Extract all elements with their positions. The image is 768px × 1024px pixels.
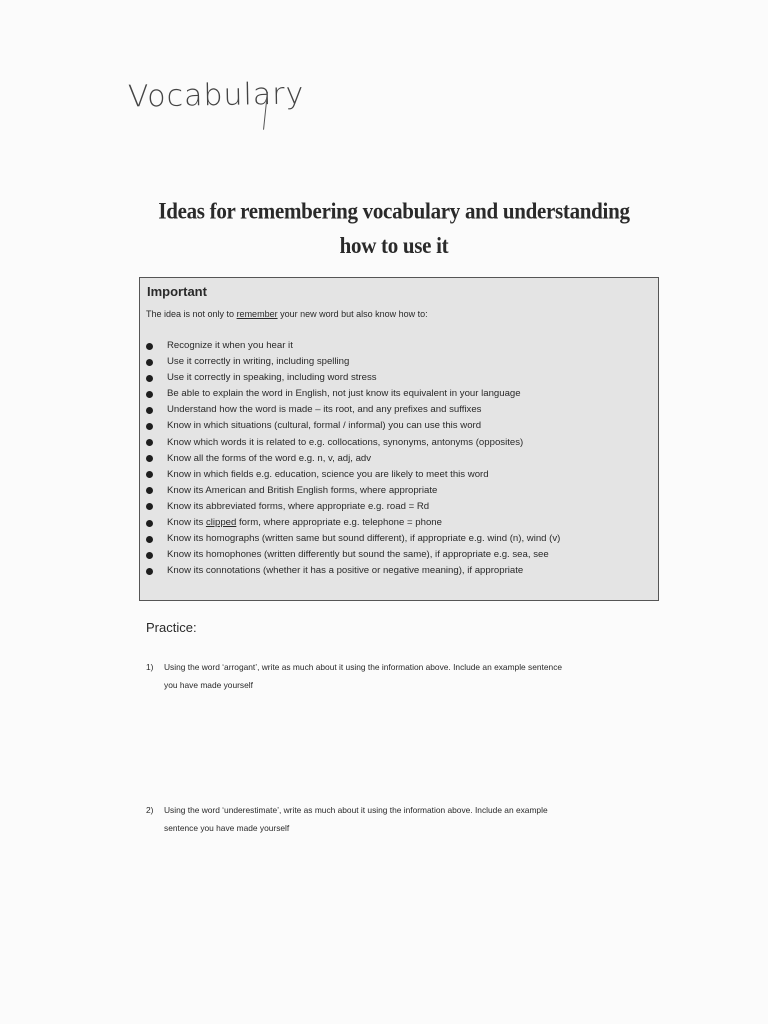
question-number: 2) [146, 805, 154, 815]
list-item-text: Know its American and British English forms, where appropriate [167, 484, 438, 496]
page-title-line-2: how to use it [339, 232, 449, 259]
list-item-text: Know which words it is related to e.g. collocations, synonyms, antonyms (opposites) [167, 436, 524, 448]
list-item-text-underlined: clipped [205, 517, 237, 529]
bullet-icon [146, 423, 153, 430]
practice-question-1 [146, 658, 656, 694]
list-item-text: Know its homographs (written same but sound different), if appropriate e.g. wind (n), wind (v) [167, 533, 561, 545]
list-item-text: Know all the forms of the word e.g. n, v, adj, adv [167, 452, 372, 464]
list-item [146, 467, 560, 483]
bullet-icon [146, 343, 153, 350]
intro-text-start: The idea is not only to [146, 309, 237, 319]
question-text-line-1: Using the word ‘arrogant’, write as much about it using the information above. Include an example sentence [164, 662, 563, 672]
question-text-line-2: sentence you have made yourself [164, 823, 290, 833]
practice-label: Practice: [146, 620, 197, 635]
list-item-text: Know its abbreviated forms, where appropriate e.g. road = Rd [167, 500, 430, 512]
bullet-icon [146, 439, 153, 446]
question-text-line-2: you have made yourself [164, 680, 253, 690]
list-item-text: Know in which situations (cultural, formal / informal) you can use this word [167, 420, 482, 432]
list-item [146, 547, 560, 563]
intro-text-underlined: remember [236, 309, 278, 319]
list-item [146, 515, 560, 531]
bullet-icon [146, 455, 153, 462]
list-item-text: Understand how the word is made – its root, and any prefixes and suffixes [167, 404, 482, 416]
list-item [146, 370, 560, 386]
bullet-icon [146, 407, 153, 414]
list-item-text: Be able to explain the word in English, not just know its equivalent in your language [167, 388, 521, 400]
bullet-icon [146, 391, 153, 398]
bullet-icon [146, 471, 153, 478]
bullet-icon [146, 503, 153, 510]
intro-text-end: your new word but also know how to: [277, 309, 428, 319]
bullet-icon [146, 375, 153, 382]
list-item [146, 563, 560, 579]
list-item-text: Know in which fields e.g. education, science you are likely to meet this word [167, 468, 489, 480]
question-text-line-1: Using the word ‘underestimate’, write as much about it using the information above. Include an example [164, 805, 548, 815]
list-item-text-end: form, where appropriate e.g. telephone = phone [236, 517, 442, 529]
page-title [120, 193, 668, 262]
list-item [146, 402, 560, 418]
list-item [146, 418, 560, 434]
list-item-text: Know its connotations (whether it has a positive or negative meaning), if appropriate [167, 565, 524, 577]
question-number: 1) [146, 662, 154, 672]
important-intro [146, 309, 428, 319]
bullet-icon [146, 552, 153, 559]
list-item [146, 451, 560, 467]
important-heading: Important [147, 284, 207, 299]
list-item-text-start: Know its [167, 517, 206, 529]
page-title-line-1: Ideas for remembering vocabulary and understanding [158, 197, 630, 224]
list-item-text: Recognize it when you hear it [167, 340, 293, 351]
handwritten-note: Vocabulary [127, 76, 305, 115]
list-item [146, 435, 560, 451]
bullet-list [146, 338, 560, 579]
important-box [139, 277, 659, 601]
list-item [146, 483, 560, 499]
list-item [146, 338, 560, 354]
bullet-icon [146, 520, 153, 527]
bullet-icon [146, 359, 153, 366]
list-item [146, 354, 560, 370]
bullet-icon [146, 487, 153, 494]
list-item [146, 531, 560, 547]
list-item [146, 499, 560, 515]
list-item-text: Know its homophones (written differently but sound the same), if appropriate e.g. sea, see [167, 549, 549, 561]
bullet-icon [146, 536, 153, 543]
bullet-icon [146, 568, 153, 575]
list-item-text: Use it correctly in writing, including spelling [167, 356, 350, 368]
list-item [146, 386, 560, 402]
list-item-text: Use it correctly in speaking, including word stress [167, 372, 377, 384]
practice-question-2 [146, 801, 656, 837]
